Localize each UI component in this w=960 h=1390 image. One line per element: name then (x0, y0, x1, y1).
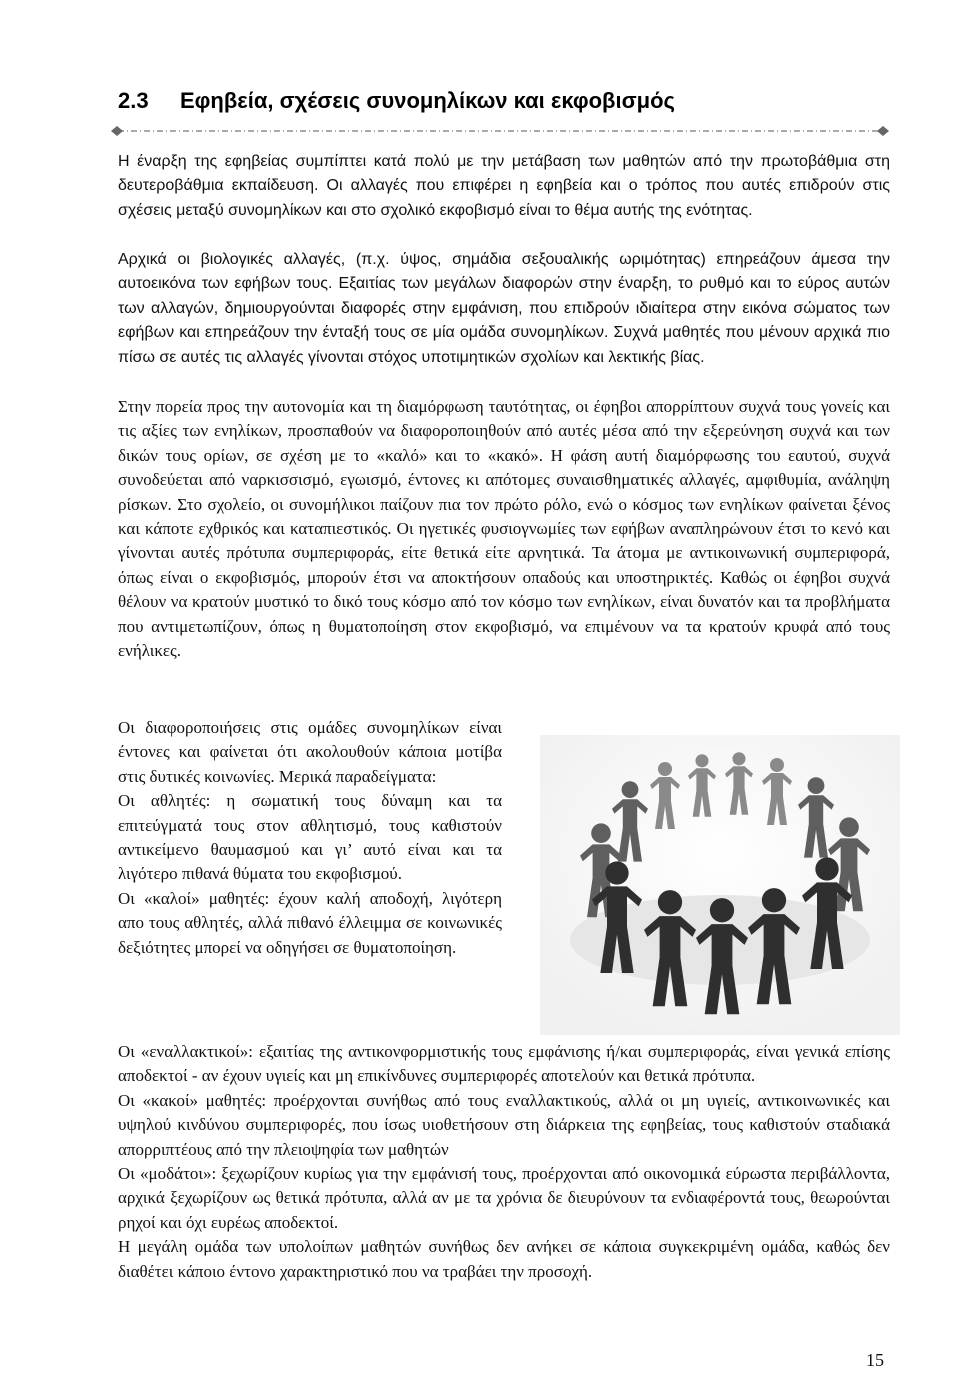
biological-changes-block (118, 248, 890, 370)
section-number: 2.3 (118, 88, 149, 113)
paragraph-intro: Η έναρξη της εφηβείας συμπίπτει κατά πολύ με την μετάβαση των μαθητών από την πρωτοβάθμια στη δευτεροβάθμια εκπαίδευση. Οι αλλαγές που επιφέρει η εφηβεία και ο τρόπος που αυτές επιδρούν στις σχέσεις μεταξύ συνομηλίκων και στο σχολικό εκφοβισμό είναι το θέμα αυτής της ενότητας. (118, 153, 890, 219)
section-heading (118, 88, 675, 114)
section-title: Εφηβεία, σχέσεις συνομηλίκων και εκφοβισμός (180, 88, 675, 113)
paragraph-autonomy: Στην πορεία προς την αυτονομία και τη διαμόρφωση ταυτότητας, οι έφηβοι απορρίπτουν συχνά τους γονείς και τις αξίες των ενηλίκων, προσπαθούν να διαφοροποιηθούν από αυτές μέσα από την εξερεύνηση συχνά και των δικών τους ορίων, σε σχέση με το «καλό» και το «κακό». Η φάση αυτή διαμόρφωσης του εαυτού, συχνά συνοδεύεται από ναρκισσισμό, εγωισμό, έντονες κι απότομες συναισθηματικές αλλαγές, αμφιθυμία, ανάληψη ρίσκων. Στο σχολείο, οι συνομήλικοι παίζουν πια τον πρώτο ρόλο, ενώ ο κόσμος των ενηλίκων φαίνεται ξένος και κάποτε εχθρικός και καταπιεστικός. Οι ηγετικές φυσιογνωμίες των εφήβων αναπληρώνουν έτσι το κενό και γίνονται αυτές πρότυπα συμπεριφοράς, είτε θετικά είτε αρνητικά. Τα άτομα με αντικοινωνική συμπεριφορά, όπως είναι ο εκφοβισμός, μπορούν έτσι να αποκτήσουν οπαδούς και υποστηρικτές. Καθώς οι έφηβοι συχνά θέλουν να κρατούν μυστικό το δικό τους κόσμο από τον κόσμο των ενηλίκων, είναι δυνατόν και τα προβλήματα που αντιμετωπίζουν, όπως η θυματοποίηση στον εκφοβισμό, να επιμένουν να τα κρατούν κρυφά από τους ενήλικες. (118, 397, 890, 661)
intro-paragraph (118, 150, 890, 223)
paragraph-athletes: Οι αθλητές: η σωματική τους δύναμη και τα επιτεύγματά τους στον αθλητισμό, τους καθιστούν αντικείμενο θαυμασμού και γι’ αυτό είναι και τα λιγότερο πιθανά θύματα του εκφοβισμού. (118, 791, 502, 884)
paper-people-circle-image (540, 735, 900, 1035)
paragraph-fashionable: Οι «μοδάτοι»: ξεχωρίζουν κυρίως για την εμφάνισή τους, προέρχονται από οικονομικά εύρωστα περιβάλλοντα, αρχικά ξεχωρίζουν ως θετικά πρότυπα, αλλά αν με τα χρόνια δε διευρύνουν τα ενδιαφέροντά τους, θεωρούνται ρηχοί και όχι ευρέως αποδεκτοί. (118, 1164, 890, 1232)
autonomy-block (118, 395, 890, 663)
groups-column (118, 716, 502, 960)
paragraph-groups-intro: Οι διαφοροποιήσεις στις ομάδες συνομηλίκων είναι έντονες και φαίνεται ότι ακολουθούν κάποια μοτίβα στις δυτικές κοινωνίες. Μερικά παραδείγματα: (118, 718, 502, 786)
paragraph-good-students: Οι «καλοί» μαθητές: έχουν καλή αποδοχή, λιγότερη απο τους αθλητές, αλλά πιθανό έλλειμμα σε κοινωνικές δεξιότητες μπορεί να οδηγήσει σε θυματοποίηση. (118, 888, 502, 957)
paragraph-bad-students: Οι «κακοί» μαθητές: προέρχονται συνήθως από τους εναλλακτικούς, αλλά οι μη υγιείς, αντικοινωνικές και υψηλού κινδύνου συμπεριφορές, που ίσως υιοθετήσουν στη διάρκεια της εφηβείας, τους καθιστούν σταδιακά απορριπτέους από την πλειοψηφία των μαθητών (118, 1090, 890, 1159)
page-number: 15 (866, 1350, 884, 1370)
heading-divider (110, 124, 890, 138)
paragraph-majority: Η μεγάλη ομάδα των υπολοίπων μαθητών συνήθως δεν ανήκει σε κάποια συγκεκριμένη ομάδα, καθώς δεν διαθέτει κάποιο έντονο χαρακτηριστικό που να τραβάει την προσοχή. (118, 1237, 890, 1281)
paragraph-alternative: Οι «εναλλακτικοί»: εξαιτίας της αντικονφορμιστικής τους εμφάνισης ή/και συμπεριφοράς, είναι γενικά επίσης αποδεκτοί - αν έχουν υγιείς και μη επικίνδυνες συμπεριφορές αποτελούν και θετικά πρότυπα. (118, 1042, 890, 1086)
paragraph-biological: Αρχικά οι βιολογικές αλλαγές, (π.χ. ύψος, σημάδια σεξουαλικής ωριμότητας) επηρεάζουν άμεσα την αυτοεικόνα των εφήβων τους. Εξαιτίας των μεγάλων διαφορών στην έναρξη, το ρυθμό και το εύρος αυτών των αλλαγών, δημιουργούνται διαφορές στην εμφάνιση, που επιδρούν ιδιαίτερα στην εικόνα σώματος των εφήβων και επηρεάζουν την ένταξή τους σε μία ομάδα συνομηλίκων. Συχνά μαθητές που μένουν αρχικά πιο πίσω σε αυτές τις αλλαγές γίνονται στόχος υποτιμητικών σχολίων και λεκτικής βίας. (118, 251, 890, 366)
groups-continued-block (118, 1040, 890, 1284)
